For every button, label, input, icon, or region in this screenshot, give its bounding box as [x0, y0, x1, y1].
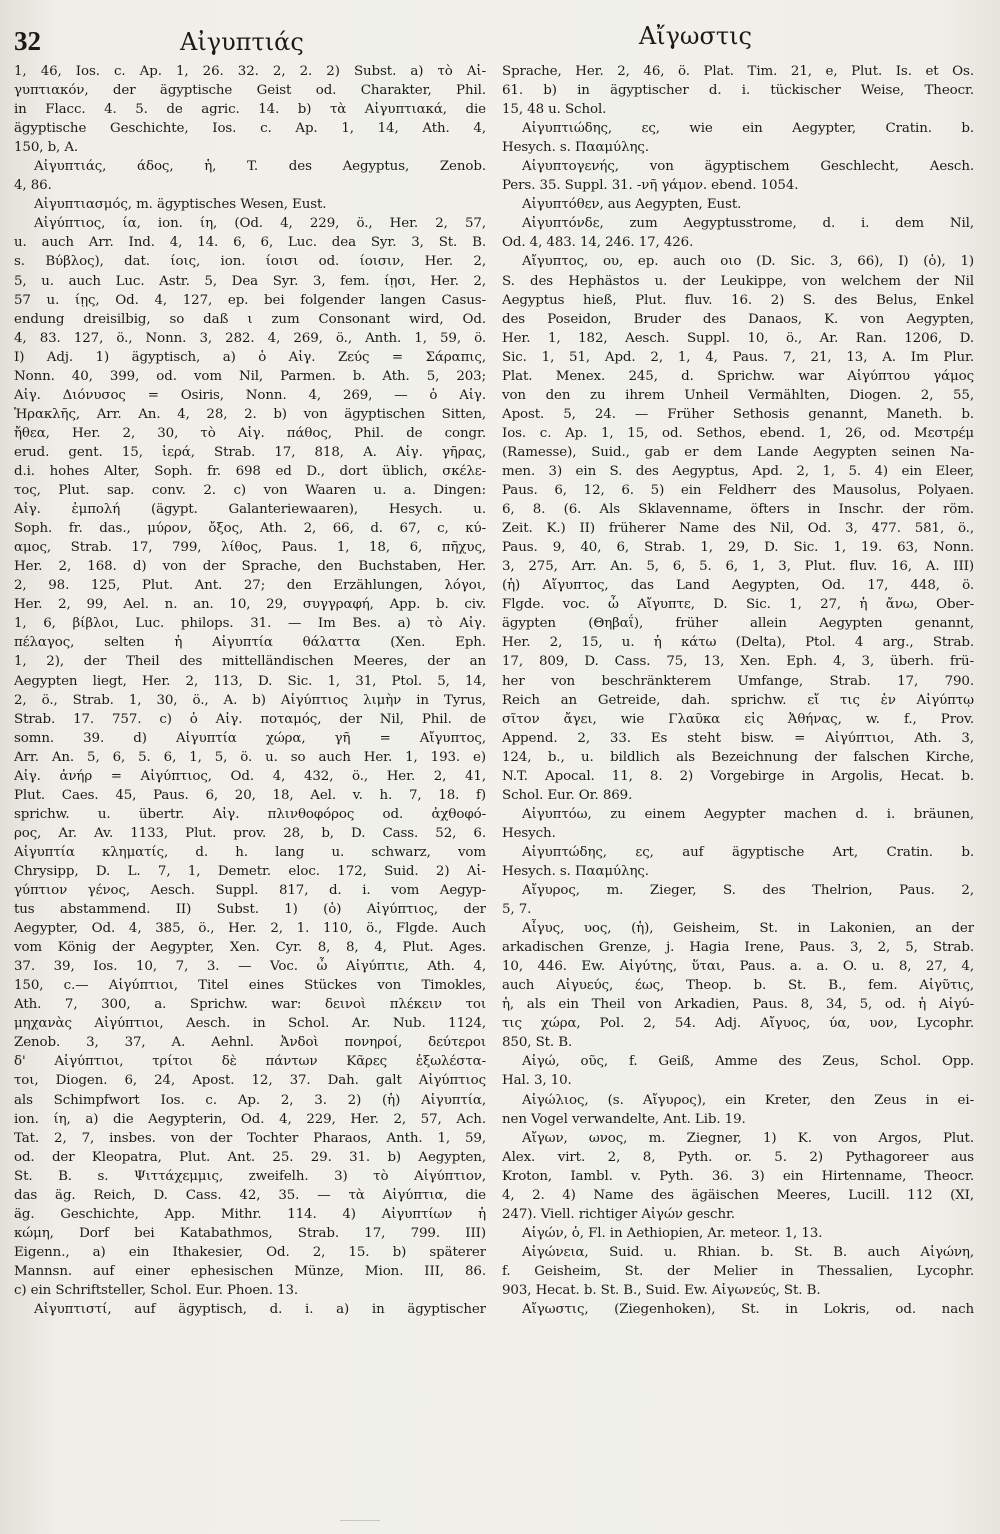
- text-line: Aegyptus hieß, Plut. fluv. 16. 2) S. des Belus, Enkel: [502, 292, 974, 308]
- text-line: Αἰγυπτία κληματίς, d. h. lang u. schwarz, vom: [14, 844, 486, 860]
- text-line: St. B. s. Ψιττάχεμμις, zweifelh. 3) τὸ Αἰγύπτιον,: [14, 1168, 486, 1184]
- text-line: πέλαγος, selten ἡ Αἰγυπτία θάλαττα (Xen. Eph.: [14, 635, 486, 651]
- text-line: Chrysipp, D. L. 7, 1, Demetr. eloc. 172, Suid. 2) Αἰ-: [14, 863, 486, 879]
- text-line: Plat. Menex. 245, d. Sprichw. war Αἰγύπτου γάμος: [502, 368, 974, 384]
- text-line: men. 3) ein S. des Aegyptus, Apd. 2, 1, 5. 4) ein Eleer,: [502, 463, 974, 479]
- right-column: [502, 62, 974, 1502]
- text-line: Αἰγυπτόθεν, aus Aegypten, Eust.: [522, 197, 742, 213]
- text-line: γύπτιον γένος, Aesch. Suppl. 817, d. i. vom Aegyp-: [14, 883, 486, 899]
- text-line: 17, 809, D. Cass. 75, 13, Xen. Eph. 4, 3, überh. frü-: [502, 654, 974, 670]
- text-line: Αἴγυρος, m. Zieger, S. des Thelrion, Paus. 2,: [522, 883, 974, 899]
- text-line: somn. 39. d) Αἰγυπτία χώρα, γῆ = Αἴγυπτος,: [14, 730, 486, 746]
- text-line: Αἰγυπτιώδης, ες, wie ein Aegypter, Cratin. b.: [522, 121, 974, 137]
- left-running-head: Αἰγυπτιάς: [180, 28, 304, 56]
- text-line: (Ramesse), Suid., gab er dem Lande Aegypten seinen Na-: [502, 444, 974, 460]
- text-line: Soph. fr. das., μύρον, ὄξος, Ath. 2, 66, d. 67, c, κύ-: [14, 521, 486, 537]
- text-line: c) ein Schriftsteller, Schol. Eur. Phoen. 13.: [14, 1283, 299, 1298]
- text-line: endung dreisilbig, so daß ι zum Consonant wird, Od.: [14, 311, 486, 327]
- text-line: 1, 6, βίβλοι, Luc. philops. 31. — Im Bes. a) τὸ Αἰγ.: [14, 616, 486, 632]
- footer-mark: [340, 1506, 380, 1521]
- text-line: 150, b, A.: [14, 140, 79, 156]
- text-line: 5, 7.: [502, 902, 532, 918]
- text-line: 124, b., u. bildlich als Bezeichnung der falschen Kirche,: [502, 749, 974, 765]
- page-number: 32: [14, 26, 41, 56]
- text-line: τοι, Diogen. 6, 24, Apost. 12, 37. Dah. galt Αἰγύπτιος: [14, 1073, 486, 1089]
- text-line: 4, 86.: [14, 178, 52, 194]
- text-line: von den zu ihrem Unheil Vermählten, Diogen. 2, 55,: [502, 387, 974, 403]
- text-line: ρος, Ar. Av. 1133, Plut. prov. 28, b, D. Cass. 52, 6.: [14, 825, 486, 841]
- text-line: 150, c.— Αἰγύπτιοι, Titel eines Stückes von Timokles,: [14, 978, 486, 994]
- text-line: Αἰγώλιος, (s. Αἴγυρος), ein Kreter, den Zeus in ei-: [522, 1092, 974, 1108]
- text-line: 850, St. B.: [502, 1035, 573, 1051]
- text-line: αμος, Strab. 17, 799, λίθος, Paus. 1, 18, 6, πῆχυς,: [14, 540, 486, 556]
- text-line: Aegypten liegt, Her. 2, 113, D. Sic. 1, 31, Ptol. 5, 14,: [14, 673, 486, 689]
- text-line: Αἰγυπτόνδε, zum Aegyptusstrome, d. i. dem Nil,: [522, 216, 974, 232]
- text-line: Αἴγων, ωνος, m. Ziegner, 1) K. von Argos, Plut.: [522, 1130, 974, 1146]
- text-line: Od. 4, 483. 14, 246. 17, 426.: [502, 235, 694, 251]
- text-line: 247). Viell. richtiger Αἰγών geschr.: [502, 1206, 735, 1222]
- text-line: vom König der Aegypter, Xen. Cyr. 8, 8, 4, Plut. Ages.: [14, 940, 486, 956]
- text-line: Αἰγών, ὁ, Fl. in Aethiopien, Ar. meteor. 1, 13.: [522, 1225, 823, 1241]
- text-line: Kroton, Iambl. v. Pyth. 36. 3) ein Hirtenname, Theocr.: [502, 1168, 974, 1184]
- text-line: 4, 2. 4) Name des ägäischen Meeres, Lucill. 112 (XI,: [502, 1187, 974, 1203]
- text-line: Αἰγυπτογενής, von ägyptischem Geschlecht, Aesch.: [522, 159, 974, 175]
- text-line: sprichw. u. übertr. Αἰγ. πλινθοφόρος od. ἀχθοφό-: [14, 806, 486, 822]
- text-line: τις χώρα, Pol. 2, 54. Adj. Αἴγυος, ύα, υον, Lycophr.: [502, 1016, 974, 1032]
- text-line: Her. 2, 99, Ael. n. an. 10, 29, συγγραφή, App. b. civ.: [14, 597, 486, 613]
- text-line: 15, 48 u. Schol.: [502, 102, 607, 118]
- right-running-head: Αἴγωστις: [638, 22, 752, 50]
- text-line: Ath. 7, 300, a. Sprichw. war: δεινοὶ πλέκειν τοι: [14, 997, 486, 1013]
- text-line: Flgde. voc. ὦ Αἴγυπτε, D. Sic. 1, 27, ἡ ἄνω, Ober-: [502, 597, 974, 613]
- text-line: 10, 446. Ew. Αἰγύτης, ὕται, Paus. a. a. O. u. 8, 27, 4,: [502, 959, 974, 975]
- text-line: 903, Hecat. b. St. B., Suid. Ew. Αἰγωνεύς, St. B.: [502, 1283, 821, 1298]
- text-line: ἤθεα, Her. 2, 30, τὸ Αἰγ. πάθος, Phil. de congr.: [14, 425, 486, 441]
- text-line: Her. 2, 15, u. ἡ κάτω (Delta), Ptol. 4 arg., Strab.: [502, 635, 974, 651]
- text-line: Αἰγύπτιος, ία, ion. ίη, (Od. 4, 229, ö., Her. 2, 57,: [34, 216, 486, 232]
- text-line: I) Adj. 1) ägyptisch, a) ὁ Αἰγ. Ζεύς = Σάραπις,: [14, 349, 486, 365]
- text-line: ἡ, als ein Theil von Arkadien, Paus. 8, 34, 5, od. ἡ Αἰγύ-: [502, 997, 974, 1013]
- text-line: Hal. 3, 10.: [502, 1073, 572, 1089]
- text-line: Zenob. 3, 37, A. Aehnl. Ἀνδοὶ πονηροί, δεύτεροι: [14, 1035, 486, 1051]
- text-line: in Flacc. 4. 5. de agric. 14. b) τὰ Αἰγυπτιακά, die: [14, 102, 486, 118]
- text-line: (ἡ) Αἴγυπτος, das Land Aegypten, Od. 17, 448, ö.: [502, 578, 974, 594]
- text-line: ägyptische Geschichte, Ios. c. Ap. 1, 14, Ath. 4,: [14, 121, 486, 137]
- text-line: Αἰγ. ἐμπολή (ägypt. Galanteriewaaren), Hesych. u.: [14, 502, 486, 518]
- text-line: σῖτον ἄγει, wie Γλαῦκα εἰς Ἀθήνας, w. f., Prov.: [502, 711, 974, 727]
- text-line: f. Geisheim, St. der Melier in Thessalien, Lycophr.: [502, 1263, 974, 1279]
- text-line: Αἰγυπτώδης, ες, auf ägyptische Art, Cratin. b.: [522, 844, 974, 860]
- text-line: äg. Geschichte, App. Mithr. 114. 4) Αἰγυπτίων ἡ: [14, 1206, 486, 1222]
- text-line: auch Αἰγυεύς, έως, Theop. b. St. B., fem. Αἰγῦτις,: [502, 978, 974, 994]
- text-line: ion. ίη, a) die Aegypterin, Od. 4, 229, Her. 2, 57, Ach.: [14, 1111, 486, 1127]
- text-line: Aegypter, Od. 4, 385, ö., Her. 2, 1. 110, ö., Flgde. Auch: [14, 921, 486, 937]
- text-line: Paus. 6, 12, 6. 5) ein Feldherr des Mausolus, Polyaen.: [502, 483, 974, 499]
- text-line: d.i. hohes Alter, Soph. fr. 698 ed D., dort üblich, σκέλε-: [14, 463, 486, 479]
- text-line: Zeit. K.) II) früherer Name des Nil, Od. 3, 477. 581, ö.,: [502, 521, 974, 537]
- text-line: Sic. 1, 51, Apd. 2, 1, 4, Paus. 7, 21, 13, A. Im Plur.: [502, 349, 974, 365]
- text-line: Ios. c. Ap. 1, 15, od. Sethos, ebend. 1, 26, od. Μεστρέμ: [502, 425, 974, 441]
- text-line: 61. b) in ägyptischer d. i. tückischer Weise, Theocr.: [502, 83, 974, 99]
- text-line: N.T. Apocal. 11, 8. 2) Vorgebirge in Argolis, Hecat. b.: [502, 768, 974, 784]
- text-line: Append. 2, 33. Es steht bisw. = Αἰγύπτιοι, Ath. 3,: [502, 730, 974, 746]
- text-line: Αἰγυπτιασμός, m. ägyptisches Wesen, Eust.: [34, 197, 327, 213]
- text-line: Ἡρακλῆς, Arr. An. 4, 28, 2. b) von ägyptischen Sitten,: [14, 406, 486, 422]
- text-line: nen Vogel verwandelte, Ant. Lib. 19.: [502, 1111, 746, 1127]
- text-line: Αἰγώνεια, Suid. u. Rhian. b. St. B. auch Αἰγώνη,: [522, 1244, 974, 1260]
- text-line: Reich an Getreide, dah. sprichw. εἴ τις ἐν Αἰγύπτῳ: [502, 692, 974, 708]
- text-line: od. der Kleopatra, Plut. Ant. 25. 29. 31. b) Aegypten,: [14, 1149, 486, 1165]
- text-line: Her. 2, 168. d) von der Sprache, den Buchstaben, Her.: [14, 559, 486, 575]
- text-line: 5, u. auch Luc. Astr. 5, Dea Syr. 3, fem. ίῃσι, Her. 2,: [14, 273, 486, 289]
- text-line: 1, 2), der Theil des mittelländischen Meeres, der an: [14, 654, 486, 670]
- text-line: Αἴγωστις, (Ziegenhoken), St. in Lokris, od. nach: [522, 1302, 974, 1318]
- text-line: Hesych. s. Πααμύλης.: [502, 863, 649, 879]
- left-column: [14, 62, 486, 1502]
- text-line: Eigenn., a) ein Ithakesier, Od. 2, 15. b) späterer: [14, 1244, 486, 1260]
- text-line: Nonn. 40, 399, od. vom Nil, Parmen. b. Ath. 5, 203;: [14, 368, 486, 384]
- text-line: γυπτιακόν, der ägyptische Geist od. Charakter, Phil.: [14, 83, 486, 99]
- text-line: u. auch Arr. Ind. 4, 14. 6, 6, Luc. dea Syr. 3, St. B.: [14, 235, 486, 251]
- text-columns: [14, 62, 982, 1502]
- text-line: S. des Hephästos u. der Leukippe, von welchem der Nil: [502, 273, 974, 289]
- text-line: Αἰγυπτιστί, auf ägyptisch, d. i. a) in ägyptischer: [34, 1302, 486, 1318]
- text-line: Αἰγώ, οῦς, f. Geiß, Amme des Zeus, Schol. Opp.: [522, 1054, 974, 1070]
- text-line: Hesych.: [502, 825, 556, 841]
- text-line: Pers. 35. Suppl. 31. -νῆ γάμον. ebend. 1054.: [502, 178, 799, 194]
- text-line: 37. 39, Ios. 10, 7, 3. — Voc. ὦ Αἰγύπτιε, Ath. 4,: [14, 959, 486, 975]
- text-line: Tat. 2, 7, insbes. von der Tochter Pharaos, Anth. 1, 59,: [14, 1130, 486, 1146]
- text-line: Αἰγυπτόω, zu einem Aegypter machen d. i. bräunen,: [522, 806, 974, 822]
- text-line: 2, 98. 125, Plut. Ant. 27; den Erzählungen, λόγοι,: [14, 578, 486, 594]
- text-line: δ' Αἰγύπτιοι, τρίτοι δὲ πάντων Κᾶρες ἐξωλέστα-: [14, 1054, 486, 1070]
- text-line: Αἴγυπτος, ου, ep. auch οιο (D. Sic. 3, 66), I) (ὁ), 1): [522, 254, 974, 270]
- text-line: Apost. 5, 24. — Früher Sethosis genannt, Maneth. b.: [502, 406, 974, 422]
- text-line: μηχανὰς Αἰγύπτιοι, Aesch. in Schol. Ar. Nub. 1124,: [14, 1016, 486, 1032]
- text-line: Hesych. s. Πααμύλης.: [502, 140, 649, 156]
- text-line: Paus. 9, 40, 6, Strab. 1, 29, D. Sic. 1, 19. 63, Nonn.: [502, 540, 974, 556]
- text-line: Plut. Caes. 45, Paus. 6, 20, 18, Ael. v. h. 7, 18. f): [14, 787, 486, 803]
- text-line: Mannsn. auf einer ephesischen Münze, Mion. III, 86.: [14, 1263, 486, 1279]
- text-line: Her. 1, 182, Aesch. Suppl. 10, ö., Ar. Ran. 1206, D.: [502, 330, 974, 346]
- text-line: Strab. 17. 757. c) ὁ Αἰγ. ποταμός, der Nil, Phil. de: [14, 711, 486, 727]
- text-line: 4, 83. 127, ö., Nonn. 3, 282. 4, 269, ö., Anth. 1, 59, ö.: [14, 330, 486, 346]
- text-line: 1, 46, Ios. c. Ap. 1, 26. 32. 2, 2. 2) Subst. a) τὸ Αἰ-: [14, 64, 486, 79]
- text-line: 6, 8. (6. Als Sklavenname, öfters in Inschr. der röm.: [502, 502, 974, 518]
- text-line: erud. gent. 15, ἱερά, Strab. 17, 818, A. Αἰγ. γῆρας,: [14, 444, 486, 460]
- text-line: Αἰγ. ἀνήρ = Αἰγύπτιος, Od. 4, 432, ö., Her. 2, 41,: [14, 768, 486, 784]
- text-line: das äg. Reich, D. Cass. 42, 35. — τὰ Αἰγύπτια, die: [14, 1187, 486, 1203]
- text-line: Αἶγυς, υος, (ἡ), Geisheim, St. in Lakonien, an der: [522, 921, 974, 937]
- text-line: des Poseidon, Bruder des Danaos, K. von Aegypten,: [502, 311, 974, 327]
- text-line: Sprache, Her. 2, 46, ö. Plat. Tim. 21, e, Plut. Is. et Os.: [502, 64, 974, 79]
- text-line: s. Βύβλος), dat. ίοις, ion. ίοισι od. ίοισιν, Her. 2,: [14, 254, 486, 270]
- text-line: 2, ö., Strab. 1, 30, ö., A. b) Αἰγύπτιος λιμὴν in Tyrus,: [14, 692, 486, 708]
- text-line: Alex. virt. 2, 8, Pyth. or. 5. 2) Pythagoreer aus: [502, 1149, 974, 1165]
- text-line: tus abstammend. II) Subst. 1) (ὁ) Αἰγύπτιος, der: [14, 902, 486, 918]
- text-line: Arr. An. 5, 6, 5. 6, 1, 5, ö. u. so auch Her. 1, 193. e): [14, 749, 486, 765]
- text-line: τος, Plut. sap. conv. 2. c) von Waaren u. a. Dingen:: [14, 483, 486, 499]
- text-line: 57 u. ίῃς, Od. 4, 127, ep. bei folgender langen Casus-: [14, 292, 486, 308]
- text-line: Αἰγ. Διόνυσος = Osiris, Nonn. 4, 269, — ὁ Αἰγ.: [14, 387, 486, 403]
- text-line: 3, 275, Arr. An. 5, 6, 5. 6, 1, 3, Plut. fluv. 16, A. III): [502, 559, 974, 575]
- text-line: her von beschränkterem Umfange, Strab. 17, 790.: [502, 673, 974, 689]
- text-line: arkadischen Grenze, j. Hagia Irene, Paus. 3, 2, 5, Strab.: [502, 940, 974, 956]
- page-header: [10, 22, 982, 62]
- text-line: ägypten (Θηβαΐ), früher allein Aegypten genannt,: [502, 616, 974, 632]
- text-line: κώμη, Dorf bei Katabathmos, Strab. 17, 799. III): [14, 1225, 486, 1241]
- text-line: Αἰγυπτιάς, άδος, ἡ, T. des Aegyptus, Zenob.: [34, 159, 486, 175]
- text-line: als Schimpfwort Ios. c. Ap. 2, 3. 2) (ἡ) Αἰγυπτία,: [14, 1092, 486, 1108]
- text-line: Schol. Eur. Or. 869.: [502, 787, 633, 803]
